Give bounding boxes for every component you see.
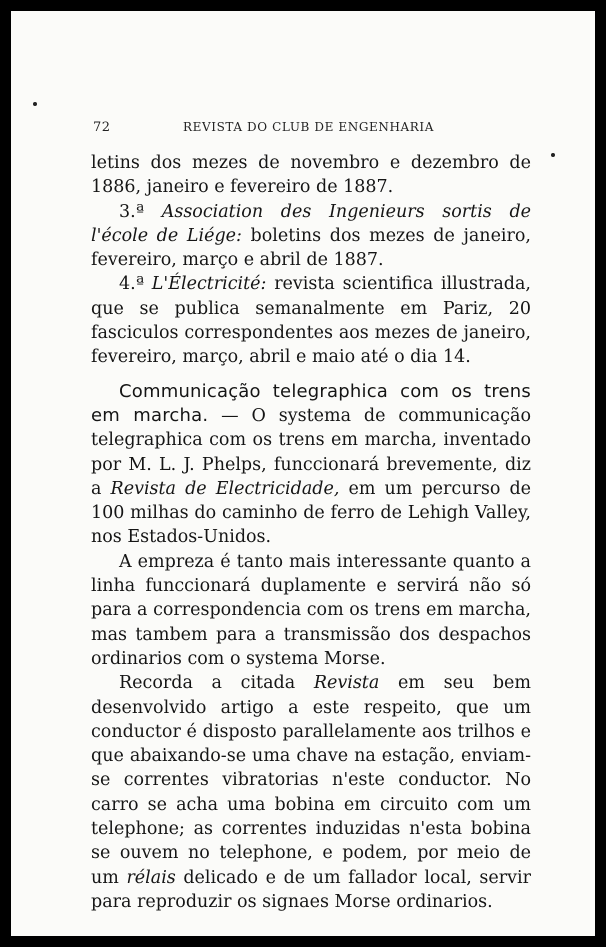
ink-speck (551, 153, 555, 157)
paragraph-3 (91, 272, 531, 369)
paragraph-text: boletins dos mezes de janeiro, fevereiro, março e abril de 1887. (91, 225, 531, 271)
journal-title: Revista (313, 673, 380, 694)
paragraph-text: em seu bem desenvolvido artigo a este respeito, que um conductor é disposto parallelamente aos trilhos e que abaixando-se uma chave na estação, enviam-se correntes vibratorias n'este conductor. No carro se acha uma bobina em circuito com um telephone; as correntes induzidas n'esta bobina se ouvem no telephone, e podem, por meio de um (91, 673, 531, 888)
paragraph-text: revista scientifica illustrada, que se publica semanalmente em Pariz, 20 fasciculos correspondentes aos mezes de janeiro, fevereiro, março, abril e maio até o dia 14. (91, 274, 531, 368)
ink-speck (33, 102, 37, 106)
text-body (91, 151, 531, 914)
list-number: 3.ª (119, 201, 162, 222)
journal-title: Revista de Electricidade, (110, 478, 340, 499)
paragraph-2 (91, 200, 531, 273)
paragraph-text: — O systema de communicação telegraphica com os trens em marcha, inventado por M. L. J. Phelps, funccionará brevemente, diz a (91, 405, 531, 499)
paragraph-text: Recorda a citada (119, 673, 314, 694)
paragraph-4 (91, 380, 531, 550)
page (11, 11, 595, 936)
section-title: Communicação telegraphica com os trens em marcha. (91, 380, 531, 426)
paragraph-text: em um percurso de 100 milhas do caminho de ferro de Lehigh Valley, nos Estados-Unidos. (91, 478, 531, 548)
journal-title: Association des Ingenieurs sortis de l'école de Liége: (91, 201, 532, 246)
paragraph-5: A empreza é tanto mais interessante quanto a linha funccionará duplamente e servirá não só para a correspondencia com os trens em marcha, mas tambem para a transmissão dos despachos ordinarios com o systema Morse. (91, 551, 531, 669)
journal-title: L'Électricité: (151, 274, 267, 295)
italic-term: rélais (126, 867, 176, 888)
paragraph-6 (91, 671, 531, 914)
running-header (93, 120, 523, 142)
running-title: REVISTA DO CLUB DE ENGENHARIA (183, 120, 435, 134)
paragraph-text: delicado e de um fallador local, servir para reproduzir os signaes Morse ordinarios. (91, 867, 531, 912)
list-number: 4.ª (119, 274, 152, 295)
page-number: 72 (93, 120, 111, 135)
paragraph-1: letins dos mezes de novembro e dezembro de 1886, janeiro e fevereiro de 1887. (91, 153, 531, 198)
